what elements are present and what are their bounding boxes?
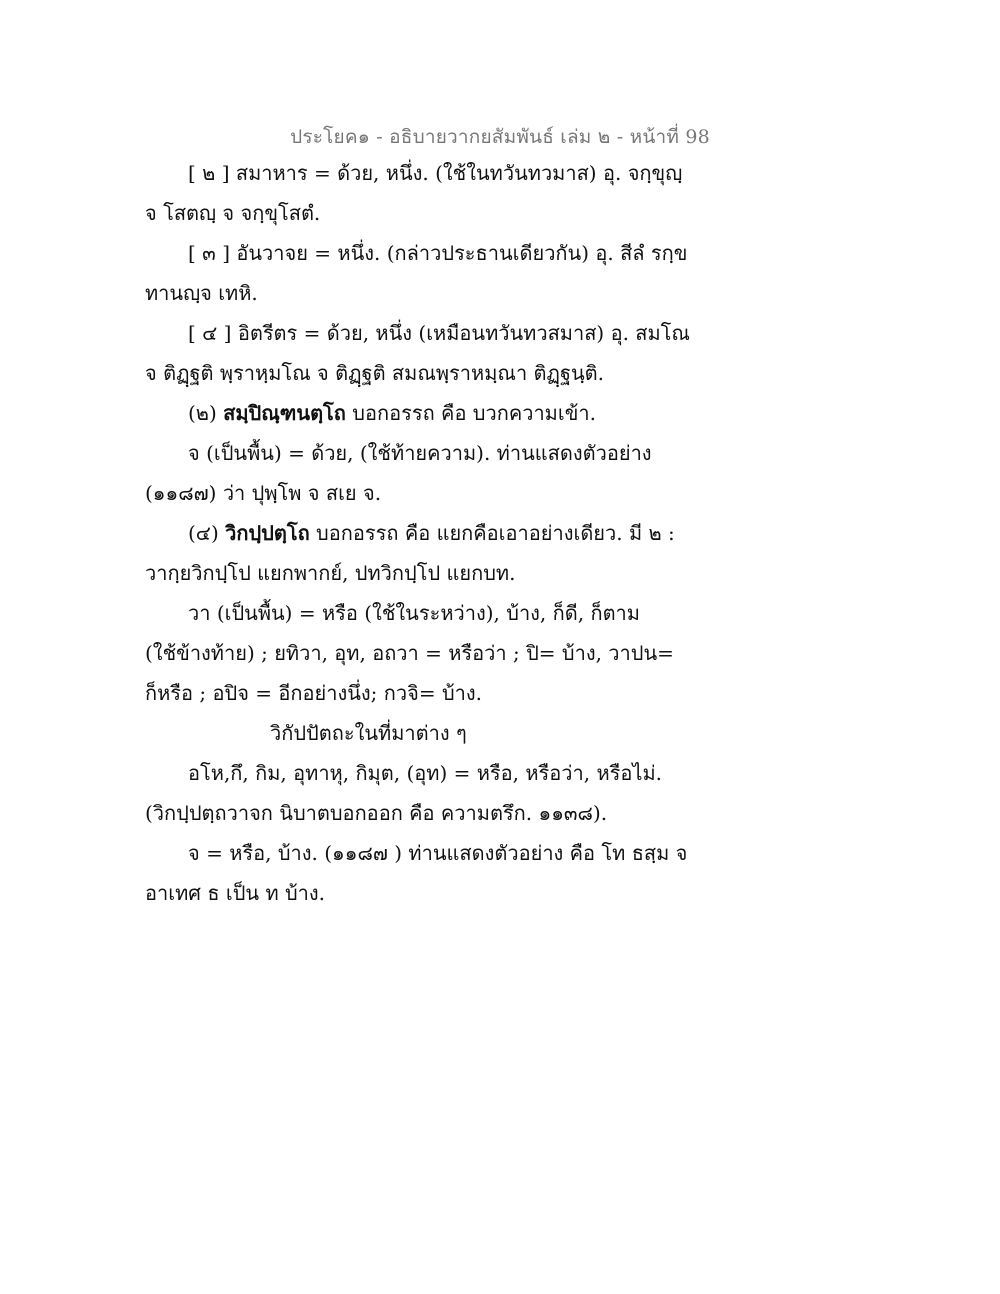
text-line: วากฺยวิกปฺโป แยกพากย์, ปทวิกปฺโป แยกบท. [145, 561, 516, 585]
section-term: สมฺปิณฺฑนตฺโถ [223, 401, 346, 425]
text-line: จ (เป็นพื้น) = ด้วย, (ใช้ท้ายความ). ท่านแสดงตัวอย่าง [188, 441, 652, 465]
text-line: (วิกปฺปตฺถวาจก นิบาตบอกออก คือ ความตรึก. ๑๑๓๘). [145, 801, 608, 825]
section-number: (๔) [188, 521, 226, 545]
section-number: (๒) [188, 401, 224, 425]
section-definition: บอกอรรถ คือ แยกคือเอาอย่างเดียว. มี ๒ : [309, 521, 675, 545]
section-heading-line [188, 400, 596, 426]
text-line: (๑๑๘๗) ว่า ปุพฺโพ จ สเย จ. [145, 481, 382, 505]
section-definition: บอกอรรถ คือ บวกความเข้า. [345, 401, 596, 425]
section-heading-line [188, 520, 675, 546]
text-line: (ใช้ข้างท้าย) ; ยทิวา, อุท, อถวา = หรือว่า ; ปิ= บ้าง, วาปน= [145, 641, 674, 665]
running-header: ประโยค๑ - อธิบายวากยสัมพันธ์ เล่ม ๒ - หน้าที่ 98 [290, 126, 710, 148]
text-line: [ ๔ ] อิตรีตร = ด้วย, หนึ่ง (เหมือนทวันทวสมาส) อุ. สมโณ [188, 321, 690, 345]
text-line: จ = หรือ, บ้าง. (๑๑๘๗ ) ท่านแสดงตัวอย่าง คือ โท ธสฺม จ [188, 841, 688, 865]
text-line: จ ติฏฺฐติ พฺราหฺมโณ จ ติฏฺฐติ สมณพฺราหมฺณา ติฏฺฐนฺติ. [145, 361, 605, 385]
section-term: วิกปฺปตฺโถ [225, 521, 310, 545]
text-line: วา (เป็นพื้น) = หรือ (ใช้ในระหว่าง), บ้าง, ก็ดี, ก็ตาม [188, 601, 640, 625]
text-line: [ ๒ ] สมาหาร = ด้วย, หนึ่ง. (ใช้ในทวันทวมาส) อุ. จกฺขุญฺ [188, 161, 683, 185]
text-line: ทานญฺจ เทหิ. [145, 281, 258, 305]
text-line: จ โสตญฺ จ จกฺขุโสตํ. [145, 201, 321, 225]
text-line: อโห,กึ, กิม, อุทาหุ, กิมุต, (อุท) = หรือ, หรือว่า, หรือไม่. [188, 761, 663, 785]
text-line: [ ๓ ] อันวาจย = หนึ่ง. (กล่าวประธานเดียวกัน) อุ. สีลํ รกฺข [188, 241, 688, 265]
subheading: วิกัปปัตถะในที่มาต่าง ๆ [270, 721, 467, 745]
text-line: ก็หรือ ; อปิจ = อีกอย่างนึ่ง; กวจิ= บ้าง. [145, 681, 483, 705]
text-line: อาเทศ ธ เป็น ท บ้าง. [145, 881, 326, 905]
